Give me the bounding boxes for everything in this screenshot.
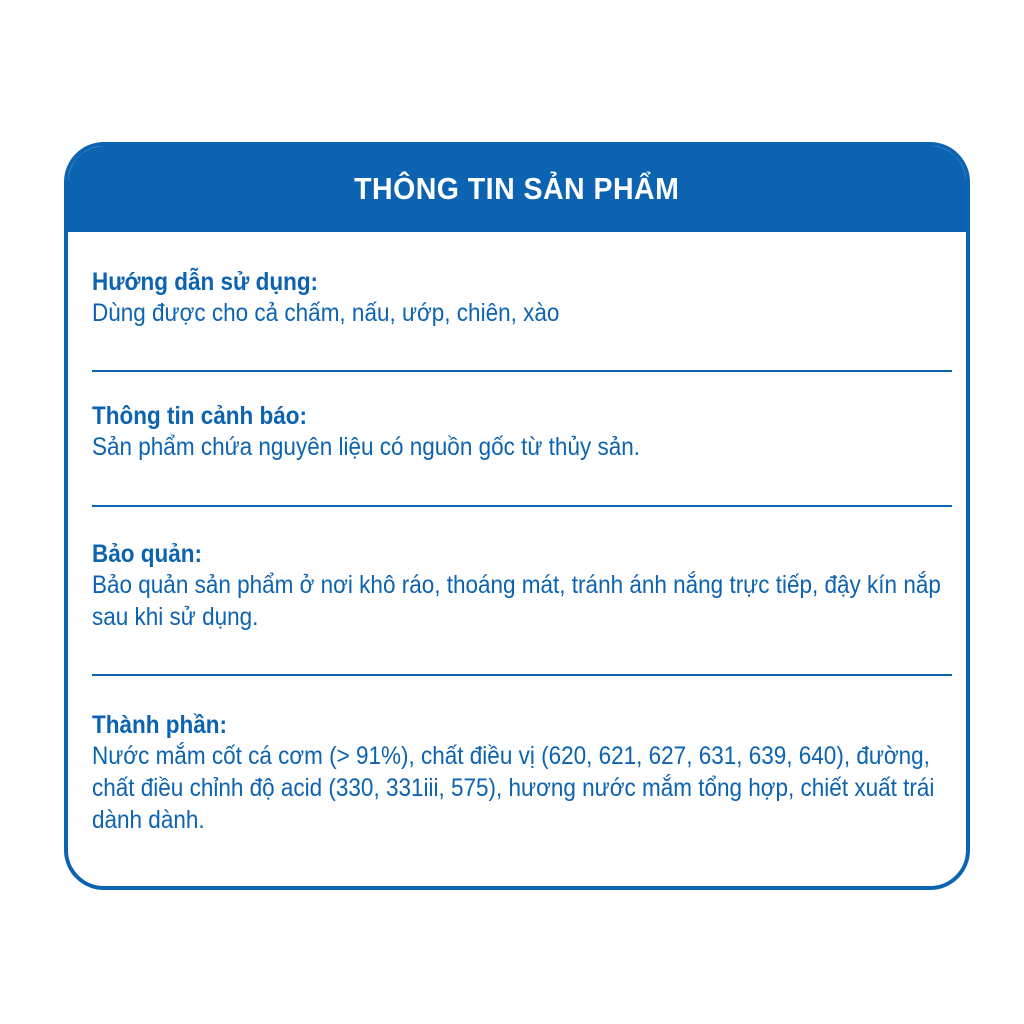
storage-body: Bảo quản sản phẩm ở nơi khô ráo, thoáng mát, tránh ánh nắng trực tiếp, đậy kín nắp sau khi sử dụng. [92,571,941,631]
usage-section [92,267,952,329]
usage-heading: Hướng dẫn sử dụng: [92,268,319,296]
card-title: THÔNG TIN SẢN PHẨM [354,171,680,206]
product-info-card [64,142,970,890]
storage-heading: Bảo quản: [92,540,202,568]
warning-body: Sản phẩm chứa nguyên liệu có nguồn gốc từ thủy sản. [92,433,640,461]
ingredients-section [92,710,952,836]
divider [92,674,952,676]
divider [92,370,952,372]
warning-heading: Thông tin cảnh báo: [92,402,307,430]
card-header [68,146,966,232]
ingredients-heading: Thành phần: [92,711,227,739]
ingredients-body: Nước mắm cốt cá cơm (> 91%), chất điều vị (620, 621, 627, 631, 639, 640), đường, chất điều chỉnh độ acid (330, 331iii, 575), hương nước mắm tổng hợp, chiết xuất trái dành dành. [92,742,935,834]
warning-section [92,401,952,463]
usage-body: Dùng được cho cả chấm, nấu, ướp, chiên, xào [92,299,560,327]
storage-section [92,539,952,633]
divider [92,505,952,507]
